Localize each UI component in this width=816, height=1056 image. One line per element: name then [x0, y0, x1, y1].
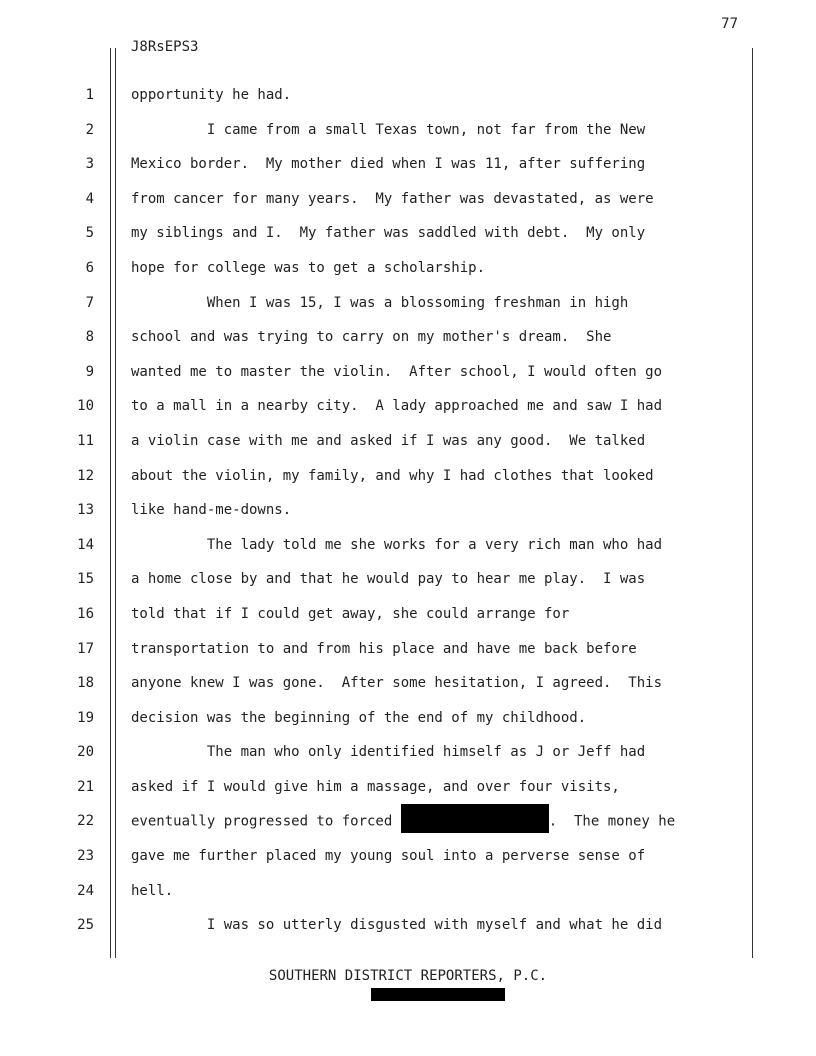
line-number: 18 [77, 675, 94, 692]
transcript-line: I was so utterly disgusted with myself and what he did [131, 917, 663, 934]
line-number: 9 [85, 363, 94, 380]
line-number: 19 [77, 709, 94, 726]
line-number: 12 [77, 467, 94, 484]
transcript-line: my siblings and I. My father was saddled with debt. My only [131, 225, 646, 242]
reporter-footer: SOUTHERN DISTRICT REPORTERS, P.C. [268, 968, 548, 984]
transcript-line: told that if I could get away, she could arrange for [131, 605, 570, 622]
line-number: 25 [77, 917, 94, 934]
line-number: 7 [85, 294, 94, 311]
line-text-before-redaction: eventually progressed to forced [131, 813, 401, 830]
line-number: 24 [77, 882, 94, 899]
transcript-line: When I was 15, I was a blossoming freshman in high [131, 294, 629, 311]
line-number: 6 [85, 259, 94, 276]
transcript-line: like hand-me-downs. [131, 502, 292, 519]
redaction-box [401, 804, 549, 833]
transcript-line: I came from a small Texas town, not far from the New [131, 121, 646, 138]
line-number: 4 [85, 190, 94, 207]
transcript-line: a home close by and that he would pay to hear me play. I was [131, 571, 646, 588]
transcript-line: Mexico border. My mother died when I was 11, after suffering [131, 156, 646, 173]
transcript-line: The man who only identified himself as J or Jeff had [131, 744, 646, 761]
transcript-line: a violin case with me and asked if I was any good. We talked [131, 432, 646, 449]
page-number: 77 [721, 16, 738, 32]
line-number: 20 [77, 744, 94, 761]
transcript-line: asked if I would give him a massage, and over four visits, [131, 778, 620, 795]
transcript-line: opportunity he had. [131, 87, 292, 103]
left-margin-rule-outer [110, 48, 111, 958]
transcript-line: hope for college was to get a scholarship. [131, 259, 486, 276]
transcript-line-redacted [131, 810, 746, 845]
transcript-line: to a mall in a nearby city. A lady approached me and saw I had [131, 398, 663, 415]
line-number: 14 [77, 536, 94, 553]
transcript-line: anyone knew I was gone. After some hesitation, I agreed. This [131, 675, 663, 692]
footer-redaction-box [371, 988, 505, 1001]
transcript-body [131, 84, 746, 949]
line-number: 8 [85, 329, 94, 346]
transcript-line: from cancer for many years. My father was devastated, as were [131, 190, 654, 207]
transcript-line: decision was the beginning of the end of my childhood. [131, 709, 587, 726]
right-margin-rule [752, 48, 753, 958]
line-number: 16 [77, 605, 94, 622]
transcript-line: The lady told me she works for a very rich man who had [131, 536, 663, 553]
line-number: 17 [77, 640, 94, 657]
case-id: J8RsEPS3 [131, 39, 199, 55]
transcript-line: wanted me to master the violin. After school, I would often go [131, 363, 663, 380]
transcript-line: hell. [131, 882, 174, 899]
line-number: 15 [77, 571, 94, 588]
line-number: 13 [77, 502, 94, 519]
transcript-line: school and was trying to carry on my mother's dream. She [131, 329, 612, 346]
line-number: 2 [85, 121, 94, 138]
line-number: 22 [77, 813, 94, 830]
line-number: 21 [77, 778, 94, 795]
line-number: 23 [77, 848, 94, 865]
line-text-after-redaction: . The money he [548, 813, 676, 830]
transcript-line: transportation to and from his place and have me back before [131, 640, 637, 657]
line-number: 1 [85, 87, 94, 103]
transcript-line: gave me further placed my young soul into a perverse sense of [131, 848, 646, 865]
line-number-column [60, 84, 94, 949]
line-number: 10 [77, 398, 94, 415]
line-number: 3 [85, 156, 94, 173]
line-number: 5 [85, 225, 94, 242]
transcript-line: about the violin, my family, and why I had clothes that looked [131, 467, 654, 484]
left-margin-rule-inner [115, 48, 116, 958]
line-number: 11 [77, 432, 94, 449]
